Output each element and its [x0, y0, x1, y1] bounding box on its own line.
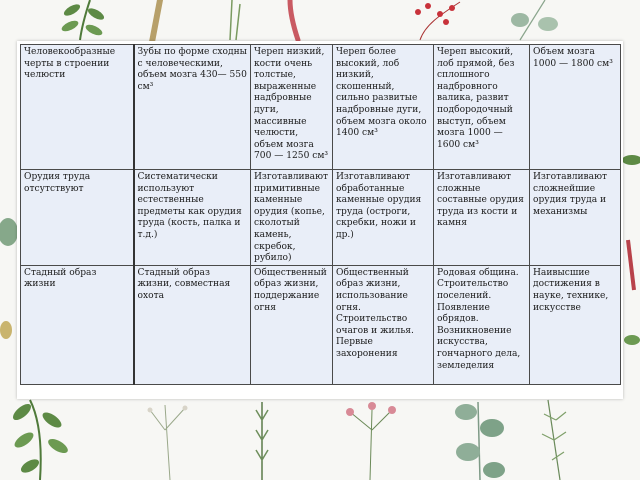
- table-cell: [333, 170, 434, 266]
- red-leaf-icon: [290, 0, 298, 40]
- cell-text: Объем мозга 1000 — 1800 см³: [533, 47, 613, 69]
- table-cell: [530, 170, 621, 266]
- fern-icon: [542, 400, 566, 480]
- table-cell: [251, 265, 333, 384]
- cell-text: Изготавливают обработанные каменные орудия труда (остроги, скребки, ножи и др.): [336, 172, 422, 240]
- table-cell: [333, 265, 434, 384]
- table-cell: [21, 170, 134, 266]
- cell-text: Изготавливают примитивные каменные орудия (копье, сколотый камень, скребок, рубило): [254, 172, 329, 264]
- table-cell: [251, 170, 333, 266]
- table-cell: [134, 170, 251, 266]
- table-cell: [134, 45, 251, 170]
- berry-branch-icon: [415, 2, 460, 40]
- cell-text: Общественный образ жизни, использование огня. Строительство очагов и жилья. Первые захоронения: [336, 267, 414, 359]
- pink-flower-icon: [346, 402, 396, 480]
- cell-text: Изготавливают сложные составные орудия труда из кости и камня: [437, 172, 524, 229]
- evolution-table: [20, 44, 621, 385]
- eucalyptus-icon: [511, 0, 558, 40]
- table-cell: [530, 45, 621, 170]
- table-cell: [134, 265, 251, 384]
- table-cell: [434, 265, 530, 384]
- cell-text: Родовая община. Строительство поселений. Появление обрядов. Возникновение искусства, гончарного дела, земледелия: [437, 267, 521, 371]
- cell-text: Череп низкий, кости очень толстые, выраженные надбровные дуги, массивные челюсти, объем мозга 700 — 1250 см³: [254, 47, 329, 162]
- table-row: [21, 45, 621, 170]
- table-cell: [21, 45, 134, 170]
- cell-text: Систематически используют естественные предметы как орудия труда (кость, палка и т.д.): [137, 172, 242, 240]
- leaf-sprig-icon: [60, 0, 106, 40]
- table-cell: [251, 45, 333, 170]
- cell-text: Стадный образ жизни: [24, 267, 97, 290]
- table-row: [21, 265, 621, 384]
- table-row: [21, 170, 621, 266]
- cell-text: Общественный образ жизни, поддержание огня: [254, 267, 327, 313]
- table-cell: [333, 45, 434, 170]
- table-cell: [434, 45, 530, 170]
- cell-text: Орудия труда отсутствуют: [24, 172, 91, 194]
- cell-text: Стадный образ жизни, совместная охота: [137, 267, 231, 301]
- table-cell: [530, 265, 621, 384]
- grass-icon: [230, 0, 240, 40]
- table-cell: [434, 170, 530, 266]
- wheat-icon: [152, 0, 160, 42]
- rosemary-icon: [256, 402, 268, 480]
- white-flower-icon: [148, 405, 188, 480]
- table-cell: [21, 265, 134, 384]
- cell-text: Череп высокий, лоб прямой, без сплошного надбровного валика, развит подбородочный выступ, объем мозга 1000 — 1600 см³: [437, 47, 515, 150]
- cell-text: Зубы по форме сходны с человеческими, объем мозга 430— 550 см³: [137, 47, 247, 92]
- eucalyptus-bottom-icon: [455, 402, 505, 480]
- cell-text: Наивысшие достижения в науке, технике, искусстве: [533, 267, 609, 313]
- cell-text: Изготавливают сложнейшие орудия труда и механизмы: [533, 172, 608, 217]
- cell-text: Человекообразные черты в строении челюсти: [24, 47, 116, 81]
- bottom-leaf-sprig-icon: [10, 400, 70, 480]
- cell-text: Череп более высокий, лоб низкий, скошенный, сильно развитые надбровные дуги, объем мозга около 1400 см³: [336, 47, 427, 139]
